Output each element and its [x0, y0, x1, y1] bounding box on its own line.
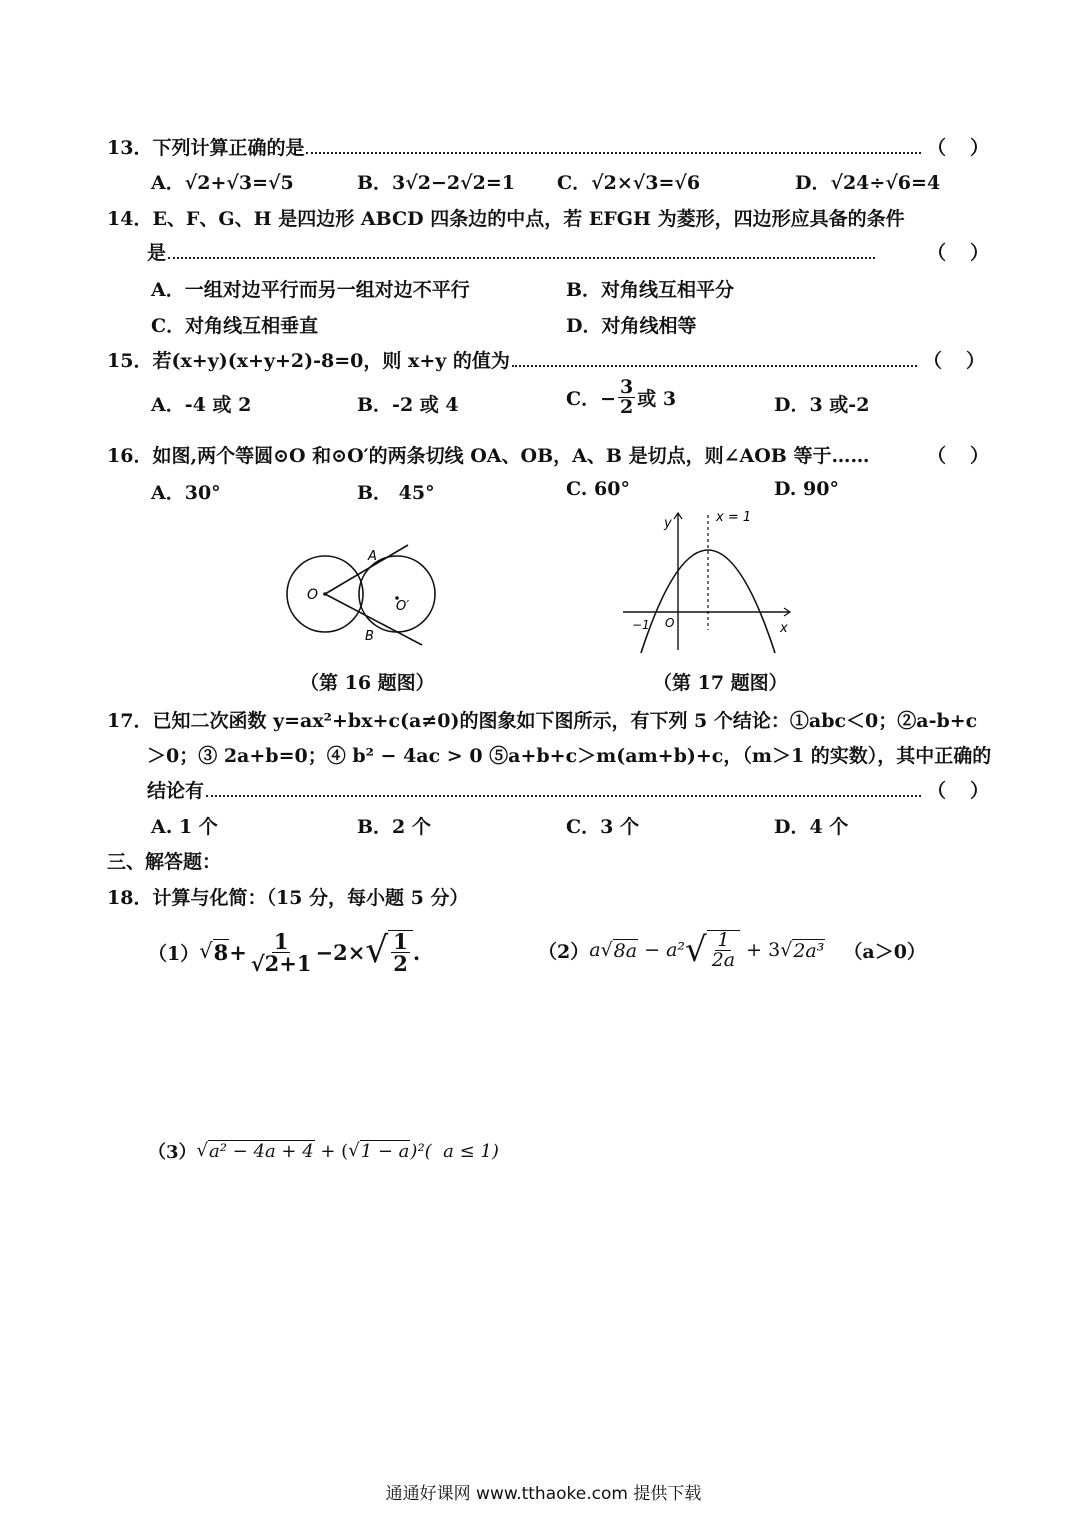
label-x: x — [780, 621, 788, 636]
denominator: 2 — [393, 951, 408, 976]
radicand — [388, 930, 413, 974]
term: + ( — [314, 1140, 349, 1162]
radical: √ 1 − a — [348, 1140, 410, 1162]
q14-stem-cont: 是 — [147, 242, 167, 264]
q13-number: 13． — [107, 137, 153, 159]
part-label: （1） — [148, 942, 200, 965]
term: + 3 — [740, 939, 781, 961]
fraction — [710, 931, 737, 970]
radicand — [707, 930, 740, 970]
answer-parens — [927, 238, 989, 265]
q17-option-c: C．3 个 — [566, 816, 639, 838]
q17-stem-1: 已知二次函数 y=ax²+bx+c(a≠0)的图象如下图所示，有下列 5 个结论：①abc＜0；②a-b+c — [152, 710, 978, 732]
label-y: y — [664, 516, 672, 531]
q14-option-b: B．对角线互相平分 — [566, 279, 735, 301]
q17-option-d: D．4 个 — [774, 816, 849, 838]
q15-option-c-suffix: 或 3 — [637, 388, 677, 410]
q14-stem-line1 — [107, 204, 905, 231]
q17-stem-line3 — [147, 776, 989, 803]
label-minus-1: −1 — [632, 618, 650, 632]
tangent-oa — [325, 545, 408, 594]
part-label: （2） — [538, 940, 590, 963]
q14-option-d: D．对角线相等 — [566, 315, 697, 337]
denominator: √2+1 — [250, 950, 312, 976]
fraction — [391, 931, 410, 974]
radical: √ $\frac{1}{2a}$ — [685, 930, 740, 970]
answer-parens — [927, 776, 989, 803]
q14-option-a: A．一组对边平行而另一组对边不平行 — [151, 279, 470, 301]
point-o — [323, 592, 327, 596]
numerator: 1 — [717, 929, 730, 951]
numerator: 1 — [273, 928, 289, 954]
q14-stem-line2 — [147, 238, 989, 265]
q15-stem-line — [107, 346, 985, 373]
q15-option-d: D．3 或-2 — [774, 394, 870, 416]
page-footer: 通通好课网 www.tthaoke.com 提供下载 — [385, 1484, 702, 1504]
radical: √ $\frac{1}{2}$ — [365, 930, 413, 974]
answer-parens — [927, 441, 989, 468]
radicand: a² − 4a + 4 — [209, 1141, 314, 1162]
condition: )²( a ≤ 1) — [410, 1140, 499, 1162]
paren-open: （ — [927, 137, 947, 159]
leader-dots — [512, 365, 917, 367]
q18-part2-expression — [538, 930, 926, 970]
answer-parens — [923, 346, 985, 373]
period: . — [412, 939, 421, 965]
paren-open: （ — [923, 350, 943, 372]
label-x-equals-1: x = 1 — [716, 510, 752, 525]
q16-option-a: A．30° — [151, 482, 221, 504]
radical: √ 2a³ — [780, 938, 825, 962]
q16-option-b: B． 45° — [357, 482, 435, 504]
q15-option-b: B．-2 或 4 — [357, 394, 459, 416]
leader-dots — [168, 257, 875, 259]
paren-close: ） — [969, 780, 989, 802]
radical: √ 8 — [199, 939, 229, 965]
q18-stem: 计算与化简：（15 分，每小题 5 分） — [152, 887, 469, 909]
radical: √ a² − 4a + 4 — [196, 1140, 314, 1162]
denominator: 2 — [620, 396, 634, 418]
paren-open: （ — [927, 445, 947, 467]
q15-number: 15． — [107, 350, 153, 372]
q13-stem-line — [107, 133, 989, 160]
q17-option-b: B．2 个 — [357, 816, 431, 838]
q15-option-c — [566, 378, 676, 417]
paren-close: ） — [965, 350, 985, 372]
q17-number: 17． — [107, 710, 153, 732]
operator: + — [229, 939, 247, 965]
term: − a² — [638, 939, 686, 961]
radicand: 8a — [613, 939, 638, 962]
q18-part1-expression — [148, 930, 420, 974]
q16-option-c: C. 60° — [566, 478, 630, 500]
q17-stem-line1 — [107, 706, 977, 733]
denominator: 2a — [711, 949, 736, 971]
q16-number: 16． — [107, 445, 153, 467]
q13-option-a: A．√2+√3=√5 — [151, 172, 294, 194]
variable: a — [589, 939, 601, 961]
fraction — [618, 378, 635, 417]
fraction — [249, 928, 314, 976]
q17-stem-3: 结论有 — [147, 780, 205, 802]
condition: （a＞0） — [843, 940, 926, 963]
q16-stem: 如图,两个等圆⊙O 和⊙O′的两条切线 OA、OB，A、B 是切点，则∠AOB 等于…… — [152, 445, 870, 467]
q18-part3-expression — [148, 1138, 499, 1164]
q15-option-c-prefix: C．− — [566, 388, 617, 410]
q14-number: 14． — [107, 208, 153, 230]
q14-option-c: C．对角线互相垂直 — [151, 315, 319, 337]
leader-dots — [306, 152, 921, 154]
q14-stem: E、F、G、H 是四边形 ABCD 四条边的中点，若 EFGH 为菱形，四边形应具备的条件 — [152, 208, 905, 230]
numerator: 3 — [620, 376, 634, 398]
q15-stem: 若(x+y)(x+y+2)-8=0，则 x+y 的值为 — [152, 350, 510, 372]
paren-open: （ — [927, 242, 947, 264]
q13-option-c: C．√2×√3=√6 — [557, 172, 701, 194]
q13-option-b: B．3√2−2√2=1 — [357, 172, 515, 194]
paren-close: ） — [969, 242, 989, 264]
label-o-prime: O′ — [396, 599, 410, 614]
part-label: （3） — [148, 1142, 197, 1163]
q17-stem-line2: ＞0；③ 2a+b=0；④ b² − 4ac > 0 ⑤a+b+c＞m(am+b)+c，（m＞1 的实数），其中正确的 — [147, 745, 992, 767]
q18-number: 18． — [107, 887, 153, 909]
answer-parens — [927, 133, 989, 160]
q17-option-a: A. 1 个 — [151, 816, 218, 838]
radical: √ 8a — [600, 938, 638, 962]
figure-17-graph — [618, 505, 798, 655]
paren-close: ） — [969, 137, 989, 159]
figure-16-caption: （第 16 题图） — [300, 672, 435, 694]
paren-open: （ — [927, 780, 947, 802]
figure-16-diagram — [280, 528, 455, 658]
section-heading: 三、解答题： — [107, 851, 222, 873]
q15-option-a: A．-4 或 2 — [151, 394, 252, 416]
q18-stem-line — [107, 883, 468, 910]
radicand: 1 − a — [360, 1141, 410, 1162]
paren-close: ） — [969, 445, 989, 467]
operator: −2× — [315, 939, 366, 965]
q13-option-d: D．√24÷√6=4 — [795, 172, 941, 194]
radicand: 8 — [213, 940, 229, 965]
q16-stem-line — [107, 441, 989, 468]
label-b: B — [365, 629, 374, 644]
label-a: A — [368, 549, 377, 564]
radicand: 2a³ — [793, 939, 825, 962]
leader-dots — [206, 795, 921, 797]
q16-option-d: D. 90° — [774, 478, 839, 500]
numerator: 1 — [393, 929, 408, 954]
label-o: O — [307, 587, 319, 603]
figure-17-caption: （第 17 题图） — [653, 672, 788, 694]
q13-stem: 下列计算正确的是 — [152, 137, 305, 159]
label-origin: O — [665, 616, 675, 630]
